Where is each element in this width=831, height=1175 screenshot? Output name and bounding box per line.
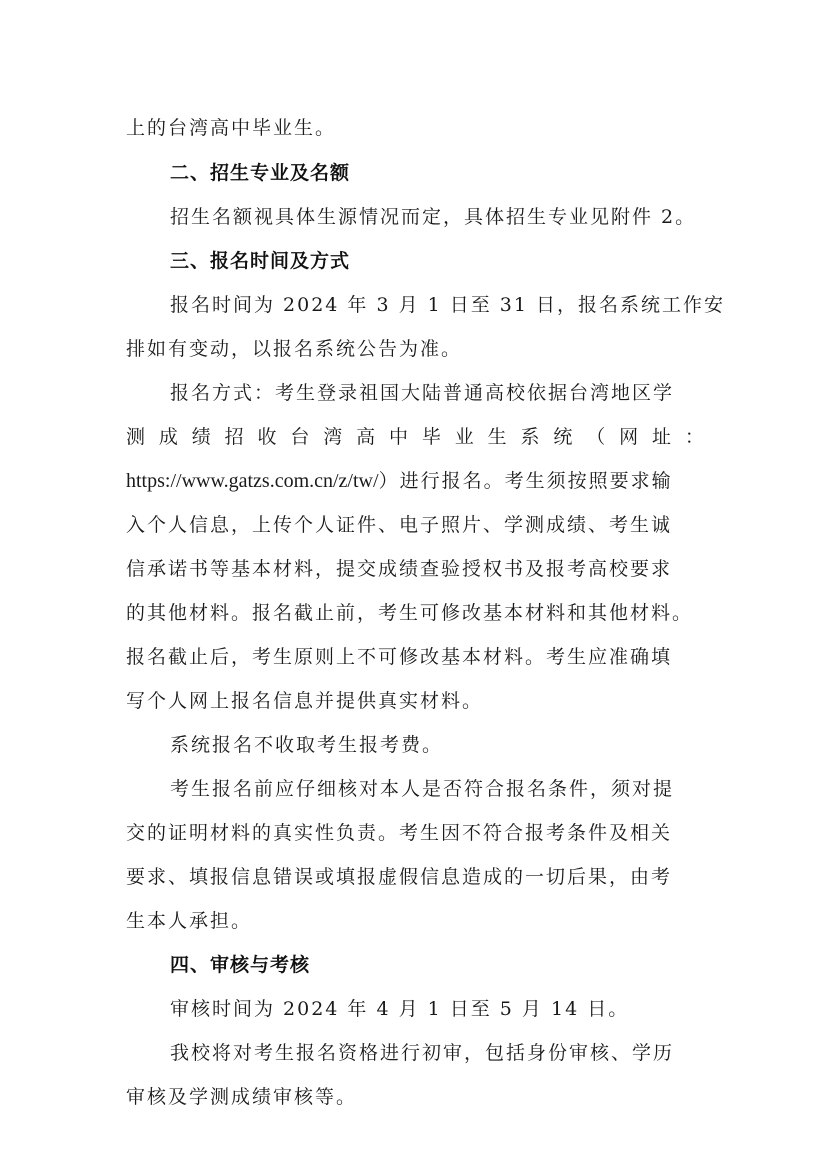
- paragraph-line: 交的证明材料的真实性负责。考生因不符合报考条件及相关: [126, 822, 673, 844]
- char: 成: [158, 426, 180, 448]
- paragraph-line: 写个人网上报名信息并提供真实材料。: [126, 690, 484, 712]
- char: 测: [126, 426, 148, 448]
- registration-url-link[interactable]: https://www.gatzs.com.cn/z/tw/: [126, 470, 379, 492]
- char: 网: [619, 426, 641, 448]
- paragraph-line: 排如有变动，以报名系统公告为准。: [126, 338, 463, 360]
- char: 绩: [191, 426, 213, 448]
- paragraph-line: 报名时间为 2024 年 3 月 1 日至 31 日，报名系统工作安: [170, 294, 726, 316]
- section-heading-4: 四、审核与考核: [170, 954, 311, 976]
- char: ：: [684, 426, 706, 448]
- paragraph-line: 要求、填报信息错误或填报虚假信息造成的一切后果，由考: [126, 866, 673, 888]
- char: 毕: [421, 426, 443, 448]
- char: 高: [356, 426, 378, 448]
- paragraph-line: 我校将对考生报名资格进行初审，包括身份审核、学历: [170, 1042, 675, 1064]
- paragraph-line: 的其他材料。报名截止前，考生可修改基本材料和其他材料。: [126, 602, 694, 624]
- paragraph-line-justified: [126, 424, 706, 450]
- paragraph-line: 生本人承担。: [126, 910, 253, 932]
- url-tail-text: ）进行报名。考生须按照要求输: [378, 470, 673, 492]
- char: 系: [520, 426, 542, 448]
- section-heading-2: 二、招生专业及名额: [170, 162, 351, 184]
- char: 统: [553, 426, 575, 448]
- char: 业: [454, 426, 476, 448]
- paragraph-line: 上的台湾高中毕业生。: [126, 117, 337, 139]
- char: 址: [652, 426, 674, 448]
- paragraph-line: 报名截止后，考生原则上不可修改基本材料。考生应准确填: [126, 646, 673, 668]
- paragraph-line: 招生名额视具体生源情况而定，具体招生专业见附件 2。: [170, 206, 697, 228]
- paragraph-line: 审核时间为 2024 年 4 月 1 日至 5 月 14 日。: [170, 998, 630, 1020]
- paragraph-line: 审核及学测成绩审核等。: [126, 1086, 358, 1108]
- paragraph-line-url: [126, 468, 673, 494]
- char: 收: [257, 426, 279, 448]
- paragraph-line: 入个人信息，上传个人证件、电子照片、学测成绩、考生诚: [126, 514, 673, 536]
- section-heading-3: 三、报名时间及方式: [170, 250, 351, 272]
- char: （: [586, 426, 608, 448]
- paragraph-line: 信承诺书等基本材料，提交成绩查验授权书及报考高校要求: [126, 558, 673, 580]
- char: 中: [389, 426, 411, 448]
- char: 招: [224, 426, 246, 448]
- paragraph-line: 考生报名前应仔细核对本人是否符合报名条件，须对提: [170, 778, 675, 800]
- paragraph-line: 系统报名不收取考生报考费。: [170, 734, 444, 756]
- paragraph-line: 报名方式：考生登录祖国大陆普通高校依据台湾地区学: [170, 382, 675, 404]
- char: 生: [487, 426, 509, 448]
- char: 湾: [323, 426, 345, 448]
- char: 台: [290, 426, 312, 448]
